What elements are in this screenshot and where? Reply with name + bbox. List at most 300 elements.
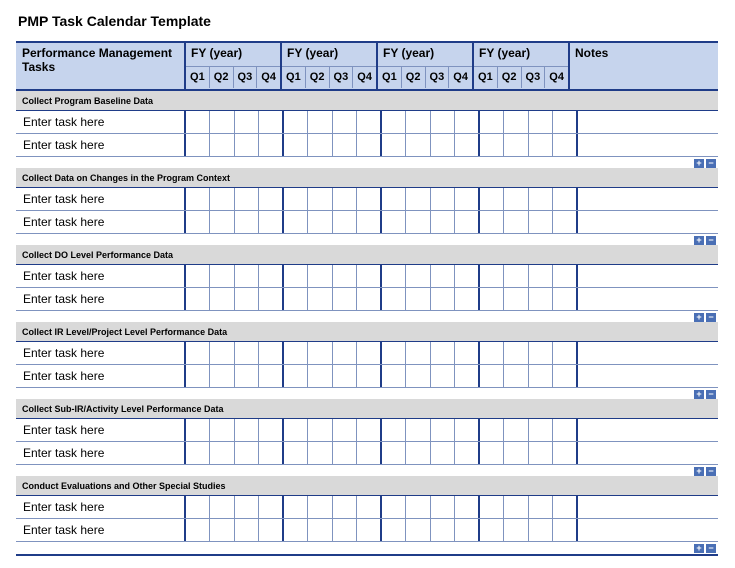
quarter-cell[interactable] (552, 134, 576, 156)
quarter-cell[interactable] (284, 211, 307, 233)
fy-cells (184, 211, 282, 233)
quarter-cell[interactable] (405, 342, 429, 364)
fy-cells (380, 419, 478, 441)
fy-cells (380, 134, 478, 156)
fy-cells (282, 442, 380, 464)
quarter-cell[interactable] (186, 188, 209, 210)
fy-label: FY (year) (191, 46, 243, 60)
quarter-cell[interactable] (258, 365, 282, 387)
quarter-cell[interactable] (234, 188, 258, 210)
notes-cell[interactable] (576, 265, 718, 287)
quarter-cell[interactable] (382, 211, 405, 233)
quarter-cell[interactable] (405, 265, 429, 287)
quarter-cell[interactable] (528, 419, 552, 441)
quarter-cell[interactable] (307, 442, 331, 464)
quarter-cell[interactable] (356, 442, 380, 464)
fy-cells (380, 519, 478, 541)
quarter-cell[interactable] (258, 342, 282, 364)
quarter-cell[interactable] (552, 419, 576, 441)
notes-cell[interactable] (576, 496, 718, 518)
quarter-cell[interactable] (186, 265, 209, 287)
table-row (16, 265, 718, 288)
fy-label: FY (year) (287, 46, 339, 60)
notes-cell[interactable] (576, 419, 718, 441)
quarter-cell[interactable] (480, 419, 503, 441)
quarter-cell[interactable] (503, 211, 527, 233)
quarter-cell[interactable] (528, 134, 552, 156)
quarter-cell[interactable] (332, 365, 356, 387)
quarter-cell[interactable] (480, 496, 503, 518)
remove-row-button[interactable]: − (706, 467, 716, 476)
remove-row-button[interactable]: − (706, 390, 716, 399)
quarter-cell[interactable] (332, 211, 356, 233)
fy-cells (478, 211, 576, 233)
notes-cell[interactable] (576, 519, 718, 541)
quarter-cell[interactable] (209, 496, 233, 518)
task-cell[interactable]: Enter task here (23, 523, 105, 537)
quarter-cell[interactable] (209, 442, 233, 464)
quarter-cell[interactable] (430, 288, 454, 310)
quarter-cell[interactable] (382, 442, 405, 464)
quarter-cell[interactable] (284, 288, 307, 310)
fy-cells (380, 188, 478, 210)
quarter-cell[interactable] (258, 265, 282, 287)
quarter-cell[interactable] (332, 419, 356, 441)
quarter-cell[interactable] (430, 134, 454, 156)
fy-cells (380, 288, 478, 310)
quarter-cell[interactable] (284, 496, 307, 518)
notes-cell[interactable] (576, 211, 718, 233)
fy-label: FY (year) (383, 46, 435, 60)
quarter-cell[interactable] (258, 134, 282, 156)
row-controls (16, 542, 718, 556)
quarter-cell[interactable] (382, 342, 405, 364)
table-row (16, 342, 718, 365)
quarter-cell[interactable] (503, 111, 527, 133)
quarter-cell[interactable] (528, 111, 552, 133)
quarter-cell[interactable] (430, 519, 454, 541)
section-title: Collect Sub-IR/Activity Level Performance Data (16, 399, 718, 419)
quarter-cell[interactable] (405, 442, 429, 464)
quarter-cell[interactable] (430, 265, 454, 287)
fy-cells (478, 419, 576, 441)
quarter-cell[interactable] (332, 188, 356, 210)
quarter-cell[interactable] (430, 419, 454, 441)
quarter-cell[interactable] (307, 134, 331, 156)
quarter-cell[interactable] (234, 442, 258, 464)
quarter-label: Q2 (305, 67, 329, 88)
quarter-cell[interactable] (284, 265, 307, 287)
quarter-cell[interactable] (480, 111, 503, 133)
quarter-cell[interactable] (454, 111, 478, 133)
remove-row-button[interactable]: − (706, 236, 716, 245)
quarter-cell[interactable] (234, 496, 258, 518)
fy-cells (282, 496, 380, 518)
quarter-cell[interactable] (503, 442, 527, 464)
notes-cell[interactable] (576, 342, 718, 364)
table-row (16, 365, 718, 388)
quarter-cell[interactable] (307, 211, 331, 233)
quarter-cell[interactable] (552, 211, 576, 233)
quarter-cell[interactable] (503, 419, 527, 441)
quarter-cell[interactable] (258, 188, 282, 210)
quarter-cell[interactable] (186, 288, 209, 310)
quarter-cell[interactable] (234, 265, 258, 287)
task-cell[interactable]: Enter task here (23, 115, 105, 129)
quarter-cell[interactable] (552, 496, 576, 518)
table-row (16, 111, 718, 134)
quarter-label: Q4 (448, 67, 472, 88)
quarter-cell[interactable] (405, 211, 429, 233)
quarter-cell[interactable] (454, 188, 478, 210)
quarter-cell[interactable] (234, 134, 258, 156)
fy-cells (184, 188, 282, 210)
task-cell[interactable]: Enter task here (23, 423, 105, 437)
quarter-cell[interactable] (430, 496, 454, 518)
quarter-cell[interactable] (480, 342, 503, 364)
quarter-cell[interactable] (284, 134, 307, 156)
quarter-cell[interactable] (454, 419, 478, 441)
notes-cell[interactable] (576, 365, 718, 387)
quarter-cell[interactable] (209, 419, 233, 441)
fy-cells (380, 265, 478, 287)
quarter-cell[interactable] (480, 134, 503, 156)
quarter-cell[interactable] (552, 342, 576, 364)
remove-row-button[interactable]: − (706, 313, 716, 322)
fy-cells (380, 496, 478, 518)
quarter-label: Q1 (382, 71, 397, 83)
quarter-cell[interactable] (503, 496, 527, 518)
quarter-cell[interactable] (356, 111, 380, 133)
quarter-cell[interactable] (307, 111, 331, 133)
quarter-cell[interactable] (528, 342, 552, 364)
quarter-cell[interactable] (234, 211, 258, 233)
quarter-cell[interactable] (234, 419, 258, 441)
quarter-cell[interactable] (209, 342, 233, 364)
task-cell[interactable]: Enter task here (23, 192, 105, 206)
table-row (16, 188, 718, 211)
quarter-cell[interactable] (454, 519, 478, 541)
quarter-cell[interactable] (503, 134, 527, 156)
quarter-cell[interactable] (454, 342, 478, 364)
quarter-cell[interactable] (307, 496, 331, 518)
quarter-cell[interactable] (332, 265, 356, 287)
notes-cell[interactable] (576, 442, 718, 464)
fy-cells (184, 442, 282, 464)
quarter-cell[interactable] (552, 519, 576, 541)
quarter-cell[interactable] (284, 519, 307, 541)
task-cell[interactable]: Enter task here (23, 215, 105, 229)
quarter-cell[interactable] (234, 365, 258, 387)
quarter-cell[interactable] (480, 265, 503, 287)
quarter-cell[interactable] (186, 496, 209, 518)
quarter-cell[interactable] (186, 365, 209, 387)
quarter-cell[interactable] (356, 419, 380, 441)
quarter-label: Q3 (329, 67, 353, 88)
quarter-cell[interactable] (307, 265, 331, 287)
fy-cells (184, 419, 282, 441)
quarter-cell[interactable] (186, 419, 209, 441)
fy-column-3 (376, 43, 472, 89)
quarter-cell[interactable] (186, 442, 209, 464)
quarter-cell[interactable] (258, 111, 282, 133)
quarter-cell[interactable] (284, 442, 307, 464)
quarter-cell[interactable] (186, 519, 209, 541)
table-row (16, 442, 718, 465)
fy-cells (478, 188, 576, 210)
section-title: Collect Program Baseline Data (16, 91, 718, 111)
quarter-cell[interactable] (480, 288, 503, 310)
quarter-cell[interactable] (454, 134, 478, 156)
quarter-cell[interactable] (209, 111, 233, 133)
fy-cells (478, 134, 576, 156)
quarter-cell[interactable] (528, 188, 552, 210)
quarter-cell[interactable] (307, 419, 331, 441)
quarter-cell[interactable] (454, 211, 478, 233)
quarter-cell[interactable] (503, 288, 527, 310)
quarter-cell[interactable] (209, 519, 233, 541)
notes-cell[interactable] (576, 134, 718, 156)
fy-cells (380, 211, 478, 233)
quarter-cell[interactable] (405, 111, 429, 133)
task-cell[interactable]: Enter task here (23, 346, 105, 360)
quarter-cell[interactable] (356, 265, 380, 287)
quarter-cell[interactable] (356, 496, 380, 518)
section-title: Conduct Evaluations and Other Special Studies (16, 476, 718, 496)
quarter-label: Q3 (425, 67, 449, 88)
fy-cells (380, 442, 478, 464)
quarter-cell[interactable] (405, 519, 429, 541)
quarter-cell[interactable] (552, 288, 576, 310)
quarter-cell[interactable] (209, 211, 233, 233)
quarter-cell[interactable] (528, 496, 552, 518)
task-cell[interactable]: Enter task here (23, 446, 105, 460)
fy-column-4 (472, 43, 568, 89)
quarter-cell[interactable] (430, 211, 454, 233)
quarter-cell[interactable] (528, 442, 552, 464)
fy-cells (478, 442, 576, 464)
quarter-cell[interactable] (307, 519, 331, 541)
quarter-cell[interactable] (234, 288, 258, 310)
fy-cells (184, 111, 282, 133)
quarter-cell[interactable] (258, 419, 282, 441)
remove-row-button[interactable]: − (706, 544, 716, 553)
quarter-cell[interactable] (552, 188, 576, 210)
quarter-cell[interactable] (356, 519, 380, 541)
quarter-cell[interactable] (503, 365, 527, 387)
quarter-cell[interactable] (430, 111, 454, 133)
quarter-cell[interactable] (405, 496, 429, 518)
quarter-cell[interactable] (332, 288, 356, 310)
quarter-cell[interactable] (332, 134, 356, 156)
quarter-cell[interactable] (430, 342, 454, 364)
quarter-cell[interactable] (258, 288, 282, 310)
fy-cells (184, 288, 282, 310)
quarter-cell[interactable] (356, 365, 380, 387)
table-row (16, 134, 718, 157)
fy-cells (282, 134, 380, 156)
quarter-cell[interactable] (405, 419, 429, 441)
fy-cells (380, 111, 478, 133)
quarter-cell[interactable] (356, 134, 380, 156)
quarter-cell[interactable] (307, 188, 331, 210)
quarter-cell[interactable] (528, 519, 552, 541)
quarter-cell[interactable] (382, 265, 405, 287)
fy-cells (282, 419, 380, 441)
quarter-cell[interactable] (356, 188, 380, 210)
quarter-cell[interactable] (382, 111, 405, 133)
quarter-cell[interactable] (307, 365, 331, 387)
quarter-cell[interactable] (552, 365, 576, 387)
fy-column-1 (184, 43, 280, 89)
quarter-cell[interactable] (454, 365, 478, 387)
quarter-cell[interactable] (528, 211, 552, 233)
quarter-cell[interactable] (552, 442, 576, 464)
fy-cells (184, 342, 282, 364)
section-title: Collect IR Level/Project Level Performance Data (16, 322, 718, 342)
fy-cells (380, 365, 478, 387)
task-section (16, 168, 718, 245)
quarter-cell[interactable] (528, 365, 552, 387)
add-row-button[interactable]: + (694, 313, 704, 322)
quarter-cell[interactable] (382, 365, 405, 387)
quarter-cell[interactable] (382, 188, 405, 210)
quarter-cell[interactable] (209, 365, 233, 387)
quarter-cell[interactable] (284, 342, 307, 364)
task-cell[interactable]: Enter task here (23, 369, 105, 383)
quarter-cell[interactable] (258, 442, 282, 464)
quarter-cell[interactable] (503, 519, 527, 541)
task-section (16, 322, 718, 399)
task-cell[interactable]: Enter task here (23, 138, 105, 152)
table-row (16, 211, 718, 234)
fy-column-2 (280, 43, 376, 89)
table-row (16, 496, 718, 519)
quarter-cell[interactable] (234, 342, 258, 364)
quarter-cell[interactable] (430, 442, 454, 464)
quarter-cell[interactable] (552, 111, 576, 133)
quarter-label: Q2 (401, 67, 425, 88)
fy-cells (184, 134, 282, 156)
quarter-cell[interactable] (480, 442, 503, 464)
quarter-cell[interactable] (480, 519, 503, 541)
task-calendar-table (16, 41, 718, 553)
quarter-cell[interactable] (209, 288, 233, 310)
quarter-cell[interactable] (186, 111, 209, 133)
quarter-cell[interactable] (382, 519, 405, 541)
quarter-cell[interactable] (382, 496, 405, 518)
remove-row-button[interactable]: − (706, 159, 716, 168)
quarter-cell[interactable] (552, 265, 576, 287)
quarter-cell[interactable] (332, 442, 356, 464)
fy-cells (282, 111, 380, 133)
quarter-cell[interactable] (405, 188, 429, 210)
fy-cells (282, 365, 380, 387)
fy-cells (478, 365, 576, 387)
quarter-cell[interactable] (307, 288, 331, 310)
quarter-cell[interactable] (186, 134, 209, 156)
table-row (16, 419, 718, 442)
quarter-cell[interactable] (258, 519, 282, 541)
quarter-cell[interactable] (356, 342, 380, 364)
quarter-cell[interactable] (480, 211, 503, 233)
add-row-button[interactable]: + (694, 159, 704, 168)
fy-cells (282, 519, 380, 541)
quarter-label: Q2 (497, 67, 521, 88)
task-cell[interactable]: Enter task here (23, 292, 105, 306)
notes-cell[interactable] (576, 188, 718, 210)
quarter-cell[interactable] (528, 265, 552, 287)
quarter-cell[interactable] (430, 365, 454, 387)
quarter-cell[interactable] (332, 519, 356, 541)
quarter-cell[interactable] (503, 188, 527, 210)
quarter-cell[interactable] (430, 188, 454, 210)
quarter-cell[interactable] (405, 134, 429, 156)
notes-cell[interactable] (576, 288, 718, 310)
quarter-label: Q4 (352, 67, 376, 88)
quarter-cell[interactable] (356, 211, 380, 233)
quarter-cell[interactable] (332, 342, 356, 364)
quarter-cell[interactable] (332, 111, 356, 133)
fy-cells (478, 496, 576, 518)
quarter-cell[interactable] (284, 111, 307, 133)
add-row-button[interactable]: + (694, 390, 704, 399)
quarter-cell[interactable] (382, 288, 405, 310)
quarter-cell[interactable] (209, 134, 233, 156)
notes-cell[interactable] (576, 111, 718, 133)
quarter-cell[interactable] (503, 342, 527, 364)
quarter-cell[interactable] (382, 419, 405, 441)
quarter-cell[interactable] (234, 519, 258, 541)
quarter-cell[interactable] (405, 365, 429, 387)
quarter-cell[interactable] (332, 496, 356, 518)
quarter-cell[interactable] (284, 188, 307, 210)
quarter-cell[interactable] (307, 342, 331, 364)
quarter-cell[interactable] (454, 265, 478, 287)
quarter-cell[interactable] (503, 265, 527, 287)
quarter-cell[interactable] (258, 211, 282, 233)
quarter-cell[interactable] (480, 188, 503, 210)
quarter-cell[interactable] (405, 288, 429, 310)
task-cell[interactable]: Enter task here (23, 500, 105, 514)
add-row-button[interactable]: + (694, 236, 704, 245)
add-row-button[interactable]: + (694, 544, 704, 553)
quarter-cell[interactable] (480, 365, 503, 387)
quarter-label: Q4 (256, 67, 280, 88)
quarter-cell[interactable] (258, 496, 282, 518)
quarter-cell[interactable] (284, 419, 307, 441)
quarter-cell[interactable] (284, 365, 307, 387)
quarter-cell[interactable] (454, 288, 478, 310)
quarter-cell[interactable] (186, 211, 209, 233)
quarter-label: Q1 (286, 71, 301, 83)
quarter-cell[interactable] (356, 288, 380, 310)
quarter-cell[interactable] (209, 188, 233, 210)
task-section (16, 476, 718, 553)
quarter-cell[interactable] (234, 111, 258, 133)
quarter-cell[interactable] (186, 342, 209, 364)
quarter-cell[interactable] (528, 288, 552, 310)
task-cell[interactable]: Enter task here (23, 269, 105, 283)
fy-cells (282, 265, 380, 287)
quarter-cell[interactable] (382, 134, 405, 156)
quarter-cell[interactable] (454, 496, 478, 518)
add-row-button[interactable]: + (694, 467, 704, 476)
quarter-cell[interactable] (454, 442, 478, 464)
quarter-cell[interactable] (209, 265, 233, 287)
quarter-label: Q3 (233, 67, 257, 88)
quarter-label: Q2 (209, 67, 233, 88)
